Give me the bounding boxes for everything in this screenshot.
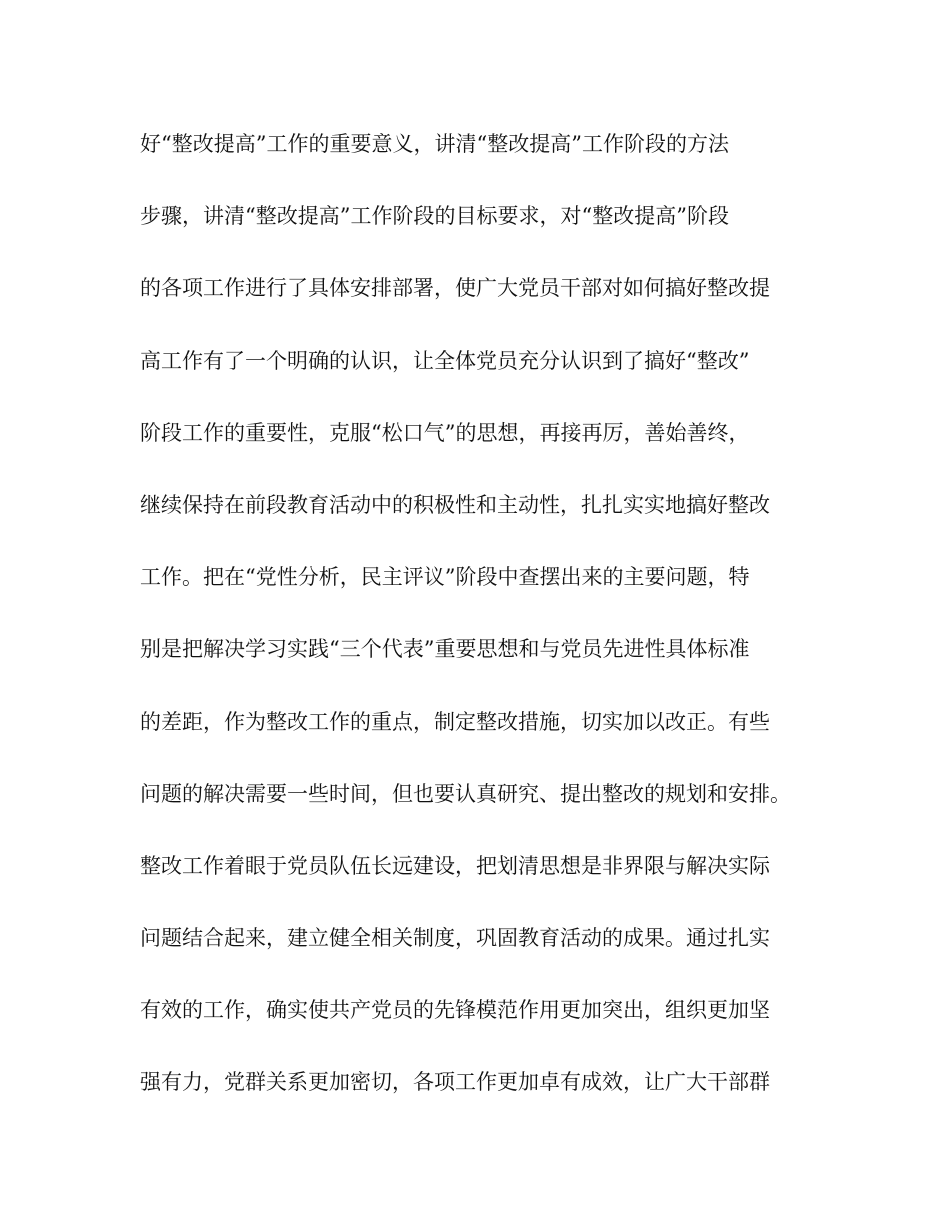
text-line: 工作。把在“党性分析，民主评议”阶段中查摆出来的主要问题，特 [140, 565, 750, 590]
text-line: 有效的工作，确实使共产党员的先锋模范作用更加突出，组织更加坚 [140, 998, 770, 1023]
text-line: 问题的解决需要一些时间，但也要认真研究、提出整改的规划和安排。 [140, 781, 791, 806]
text-line: 问题结合起来，建立健全相关制度，巩固教育活动的成果。通过扎实 [140, 926, 770, 951]
body-paragraph [140, 126, 820, 1137]
text-line: 好“整改提高”工作的重要意义，讲清“整改提高”工作阶段的方法 [140, 132, 729, 156]
text-line: 继续保持在前段教育活动中的积极性和主动性，扎扎实实地搞好整改 [140, 492, 770, 517]
text-line: 阶段工作的重要性，克服“松口气”的思想，再接再厉，善始善终， [140, 420, 750, 445]
text-line: 别是把解决学习实践“三个代表”重要思想和与党员先进性具体标准 [140, 637, 750, 662]
text-line: 高工作有了一个明确的认识，让全体党员充分认识到了搞好“整改” [140, 348, 750, 373]
text-line: 强有力，党群关系更加密切，各项工作更加卓有成效，让广大干部群 [140, 1070, 770, 1095]
text-line: 整改工作着眼于党员队伍长远建设，把划清思想是非界限与解决实际 [140, 853, 770, 878]
text-line: 的差距，作为整改工作的重点，制定整改措施，切实加以改正。有些 [140, 709, 770, 734]
text-line: 步骤，讲清“整改提高”工作阶段的目标要求，对“整改提高”阶段 [140, 204, 729, 229]
text-line: 的各项工作进行了具体安排部署，使广大党员干部对如何搞好整改提 [140, 276, 770, 301]
